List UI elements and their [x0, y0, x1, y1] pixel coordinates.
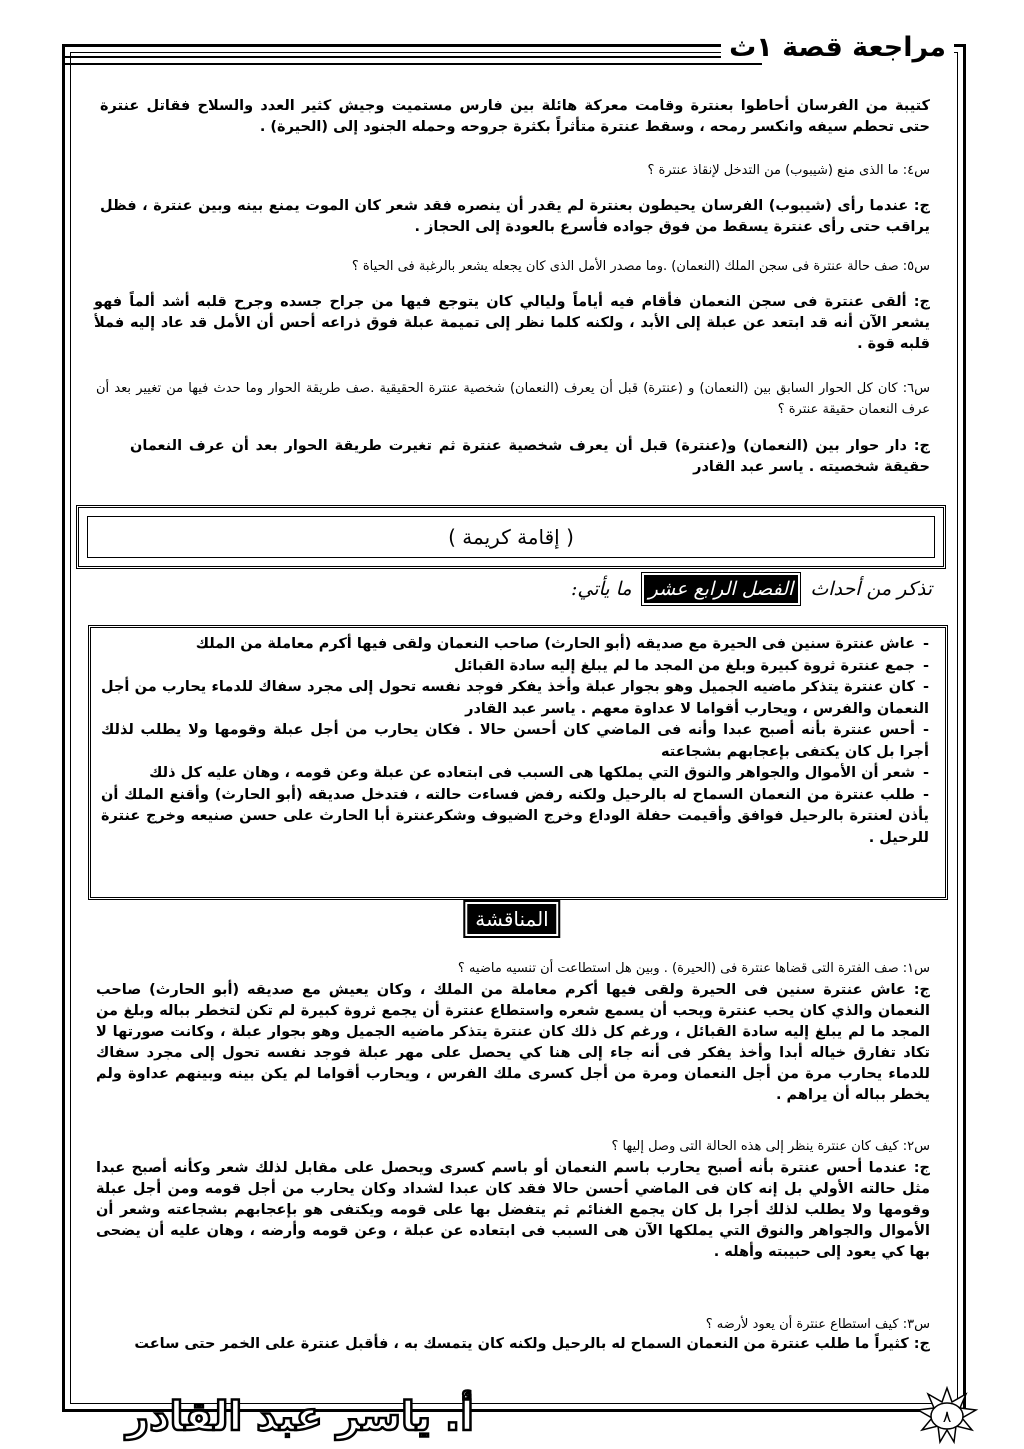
- summary-text: أحس عنترة بأنه أصبح عبدا وأنه فى الماضي كان أحسن حالا . فكان يحارب من أجل عبلة وقومها ولا يطلب لذلك أجرا بل كان يكتفى بإعجابهم بشجاعته: [101, 722, 929, 760]
- list-item: -جمع عنترة ثروة كبيرة وبلغ من المجد ما لم يبلغ إليه سادة القبائل: [454, 657, 929, 674]
- summary-list: [101, 634, 929, 849]
- question-4: س٤: ما الذى منع (شيبوب) من التدخل لإنقاذ عنترة ؟: [647, 163, 930, 178]
- discussion-question-3: س٣: كيف استطاع عنترة أن يعود لأرضه ؟: [705, 1317, 930, 1332]
- list-item: -أحس عنترة بأنه أصبح عبدا وأنه فى الماضي كان أحسن حالا . فكان يحارب من أجل عبلة وقومها ولا يطلب لذلك أجرا بل كان يكتفى بإعجابهم بشجاعته: [101, 722, 929, 760]
- chapter-tag: الفصل الرابع عشر: [644, 575, 799, 603]
- list-item: -شعر أن الأموال والجواهر والنوق التي يملكها هى السبب فى ابتعاده عن عبلة وعن قومه ، وهان عليه كل ذلك: [149, 765, 929, 781]
- instruction-after: ما يأتي:: [570, 578, 632, 600]
- question-6: س٦: كان كل الحوار السابق بين (النعمان) و (عنترة) قبل أن يعرف (النعمان) شخصية عنترة الحقيقية .صف طريقة الحوار وما حدث فيها من تغيير بعد أن عرف النعمان حقيقة عنترة ؟: [96, 381, 930, 417]
- summary-box: [88, 625, 948, 900]
- intro-paragraph: كتيبة من الفرسان أحاطوا بعنترة وقامت معركة هائلة بين فارس مستميت وجيش كثير العدد والسلاح فقاتل عنترة حتى تحطم سيفه وانكسر رمحه ، وسقط عنترة متأثراً بكثرة جروحه وحمله الجنود إلى (الحيرة) .: [100, 98, 930, 135]
- discussion-question-2: س٢: كيف كان عنترة ينظر إلى هذه الحالة التى وصل إليها ؟: [611, 1139, 930, 1154]
- summary-text: طلب عنترة من النعمان السماح له بالرحيل ولكنه رفض فساءت حالته ، فتدخل صديقه (أبو الحارث) وأقنع الملك أن يأذن لعنترة بالرحيل فوافق وأقيمت حفلة الوداع وخرج الضيوف وشكرعنترة أبا الحارث على حسن صنيعه وخرج عنترة للرحيل .: [101, 786, 929, 846]
- instruction-line: [571, 578, 932, 600]
- list-item: -كان عنترة يتذكر ماضيه الجميل وهو بجوار عبلة وأخذ يفكر فوجد نفسه تحول إلى مجرد سفاك للدماء يحارب من أجل النعمان والفرس ، ويحارب أقواما لا عداوة معهم . ياسر عبد القادر: [101, 679, 929, 717]
- page-number: ٨: [942, 1407, 952, 1426]
- author-signature: [90, 1384, 510, 1444]
- discussion-heading: المناقشة: [465, 902, 558, 936]
- section-title: ( إقامة كريمة ): [87, 516, 935, 558]
- summary-text: جمع عنترة ثروة كبيرة وبلغ من المجد ما لم يبلغ إليه سادة القبائل: [454, 657, 915, 674]
- list-item: -عاش عنترة سنين فى الحيرة مع صديقه (أبو الحارث) صاحب النعمان ولقى فيها أكرم معاملة من الملك: [195, 636, 929, 652]
- header-rule: [62, 56, 762, 65]
- discussion-answer-1: ج: عاش عنترة سنين فى الحيرة ولقى فيها أكرم معاملة من الملك ، وكان يعيش مع صديقه (أبو الحارث) صاحب النعمان والذي كان يحب عنترة ويحب أن يسمع شعره واستطاع عنترة أن يجمع ثروة كبيرة لم تكن لتخطر بباله وبلغ من المجد ما لم يبلغ إليه سادة القبائل ، ورغم كل ذلك كان عنترة يتذكر ماضيه الجميل وهو بجوار عبلة ، وكانت صورتها لا تكاد تفارق خياله أبدا وأخذ يفكر فى أنه جاء إلى هنا كي يحصل على مهر عبلة فوجد نفسه تحول إلى مجرد سفاك للدماء يحارب مرة من أجل النعمان ومرة من أجل كسرى ملك الفرس ، ويحارب أقواما لم يكن بينه وبينهم عداوة ولم يخطر بباله أن يراهم .: [96, 982, 930, 1103]
- discussion-answer-2: ج: عندما أحس عنترة بأنه أصبح يحارب باسم النعمان أو باسم كسرى ويحصل على مقابل لذلك شعر وكأنه أصبح عبدا مثل حالته الأولي بل إنه كان فى الماضي أحسن حالا فقد كان عبدا لشداد وكان يحارب من أجل قومه ومن أجل عبلة وقومها ولا يطلب لذلك أجرا بل كان يجمع الغنائم ثم يتفضل بها على قومه ويكتفى هو بإعجابهم بشجاعته وشعر أن الأموال والجواهر والنوق التي يملكها الآن هى السبب فى ابتعاده عن عبلة ، وعن قومه وأرضه ، وهان عليه أن يضحى بها كي يعود إلى حبيبته وأهله .: [96, 1160, 930, 1260]
- discussion-question-1: س١: صف الفترة التى قضاها عنترة فى (الحيرة) . وبين هل استطاعت أن تنسيه ماضيه ؟: [457, 961, 930, 976]
- summary-text: كان عنترة يتذكر ماضيه الجميل وهو بجوار عبلة وأخذ يفكر فوجد نفسه تحول إلى مجرد سفاك للدماء يحارب من أجل النعمان والفرس ، ويحارب أقواما لا عداوة معهم . ياسر عبد القادر: [101, 679, 929, 717]
- answer-4: ج: عندما رأى (شيبوب) الفرسان يحيطون بعنترة لم يقدر أن ينصره فقد شعر كان الموت يمنع بينه وبين عنترة ، فظل يراقب حتى رأى عنترة يسقط من فوق جواده فأسرع بالعودة إلى الحجاز .: [100, 198, 930, 235]
- summary-text: شعر أن الأموال والجواهر والنوق التي يملكها هى السبب فى ابتعاده عن عبلة وعن قومه ، وهان عليه كل ذلك: [149, 765, 915, 781]
- list-item: -طلب عنترة من النعمان السماح له بالرحيل ولكنه رفض فساءت حالته ، فتدخل صديقه (أبو الحارث) وأقنع الملك أن يأذن لعنترة بالرحيل فوافق وأقيمت حفلة الوداع وخرج الضيوف وشكرعنترة أبا الحارث على حسن صنيعه وخرج عنترة للرحيل .: [101, 786, 929, 846]
- section-title-box: [76, 505, 946, 569]
- discussion-answer-3: ج: كثيراً ما طلب عنترة من النعمان السماح له بالرحيل ولكنه كان يتمسك به ، فأقبل عنترة على الخمر حتى ساعت: [134, 1336, 930, 1352]
- author-signature-text: أ. ياسر عبد القادر: [126, 1394, 474, 1440]
- page-title: مراجعة قصة ١ث: [721, 32, 954, 63]
- summary-text: عاش عنترة سنين فى الحيرة مع صديقه (أبو الحارث) صاحب النعمان ولقى فيها أكرم معاملة من الملك: [195, 636, 915, 652]
- instruction-before: تذكر من أحداث: [810, 578, 932, 600]
- question-5: س٥: صف حالة عنترة فى سجن الملك (النعمان) .وما مصدر الأمل الذى كان يجعله يشعر بالرغبة فى الحياة ؟: [351, 259, 930, 274]
- answer-6: ج: دار حوار بين (النعمان) و(عنترة) قبل أن يعرف شخصية عنترة ثم تغيرت طريقة الحوار بعد أن عرف النعمان حقيقة شخصيته . ياسر عبد القادر: [130, 438, 930, 475]
- answer-5: ج: ألقى عنترة فى سجن النعمان فأقام فيه أياماً وليالي كان يتوجع فيها من جراح جسده وجرح قلبه أشد ألماً فهو يشعر الآن أنه قد ابتعد عن عبلة إلى الأبد ، ولكنه كلما نظر إلى تميمة عبلة فوق ذراعه أحس أن الأمل قد عاد إليه فملأ قلبه قوة .: [94, 294, 930, 352]
- page-number-badge: [912, 1386, 982, 1446]
